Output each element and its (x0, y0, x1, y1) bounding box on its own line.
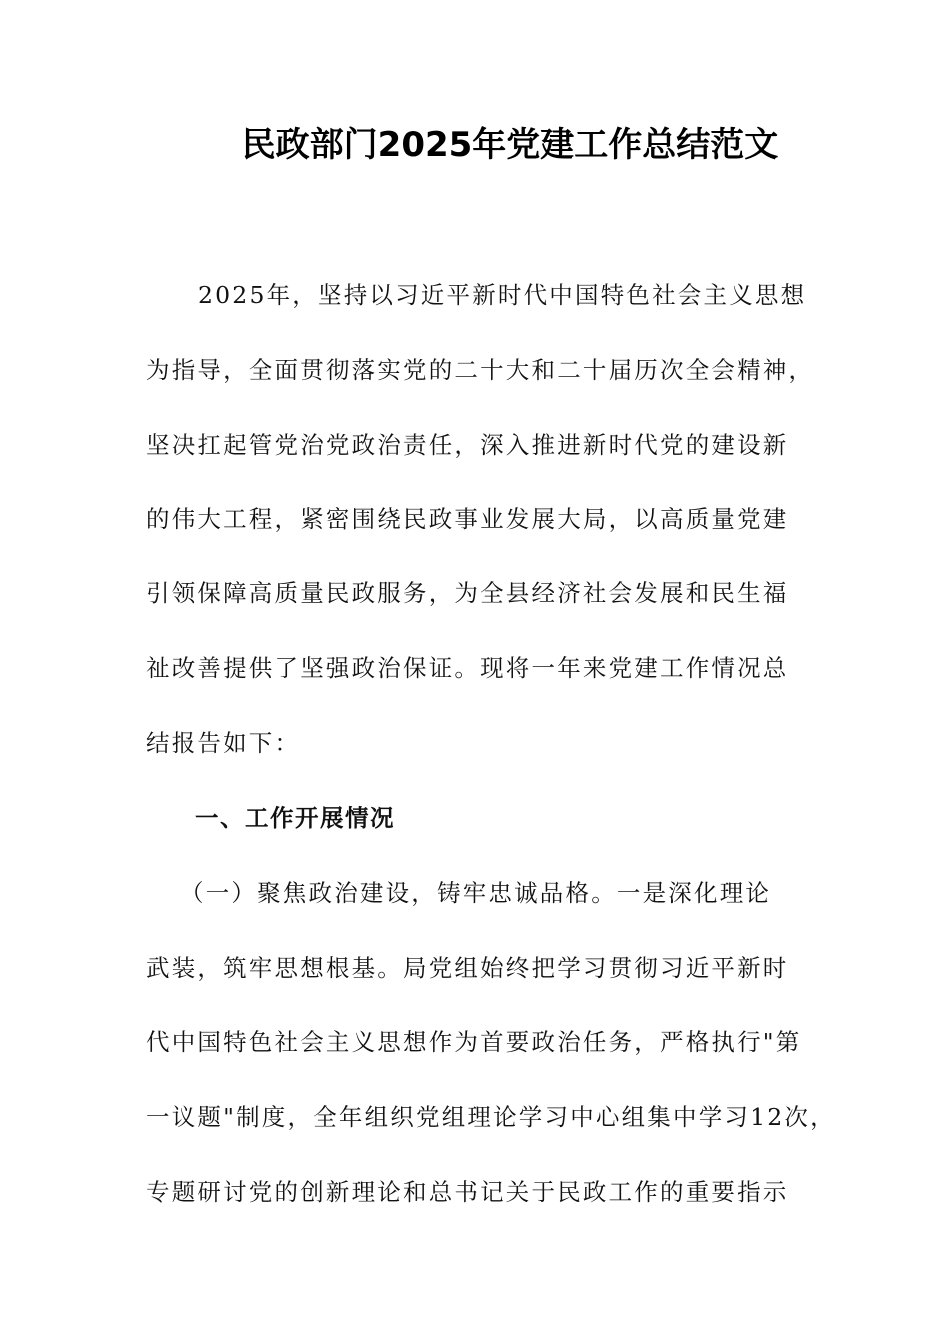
paragraph-line: 专题研讨党的创新理论和总书记关于民政工作的重要指示 (146, 1178, 789, 1206)
paragraph-line: 2025年，坚持以习近平新时代中国特色社会主义思想 (198, 281, 807, 309)
paragraph-line: 引领保障高质量民政服务，为全县经济社会发展和民生福 (146, 579, 789, 607)
paragraph-line: 一议题"制度，全年组织党组理论学习中心组集中学习12次， (146, 1103, 836, 1131)
document-title: 民政部门2025年党建工作总结范文 (241, 125, 779, 165)
paragraph-line: 的伟大工程，紧密围绕民政事业发展大局，以高质量党建 (146, 505, 789, 533)
paragraph-line: 代中国特色社会主义思想作为首要政治任务，严格执行"第 (146, 1028, 802, 1056)
paragraph-line: 坚决扛起管党治党政治责任，深入推进新时代党的建设新 (146, 431, 789, 459)
paragraph-line: 武装，筑牢思想根基。局党组始终把学习贯彻习近平新时 (146, 954, 789, 982)
paragraph-line: （一）聚焦政治建设，铸牢忠诚品格。一是深化理论 (180, 879, 772, 907)
paragraph-line: 祉改善提供了坚强政治保证。现将一年来党建工作情况总 (146, 654, 789, 682)
paragraph-line: 结报告如下： (146, 729, 301, 757)
section-heading: 一、工作开展情况 (195, 804, 395, 832)
paragraph-line: 为指导，全面贯彻落实党的二十大和二十届历次全会精神， (146, 356, 815, 384)
